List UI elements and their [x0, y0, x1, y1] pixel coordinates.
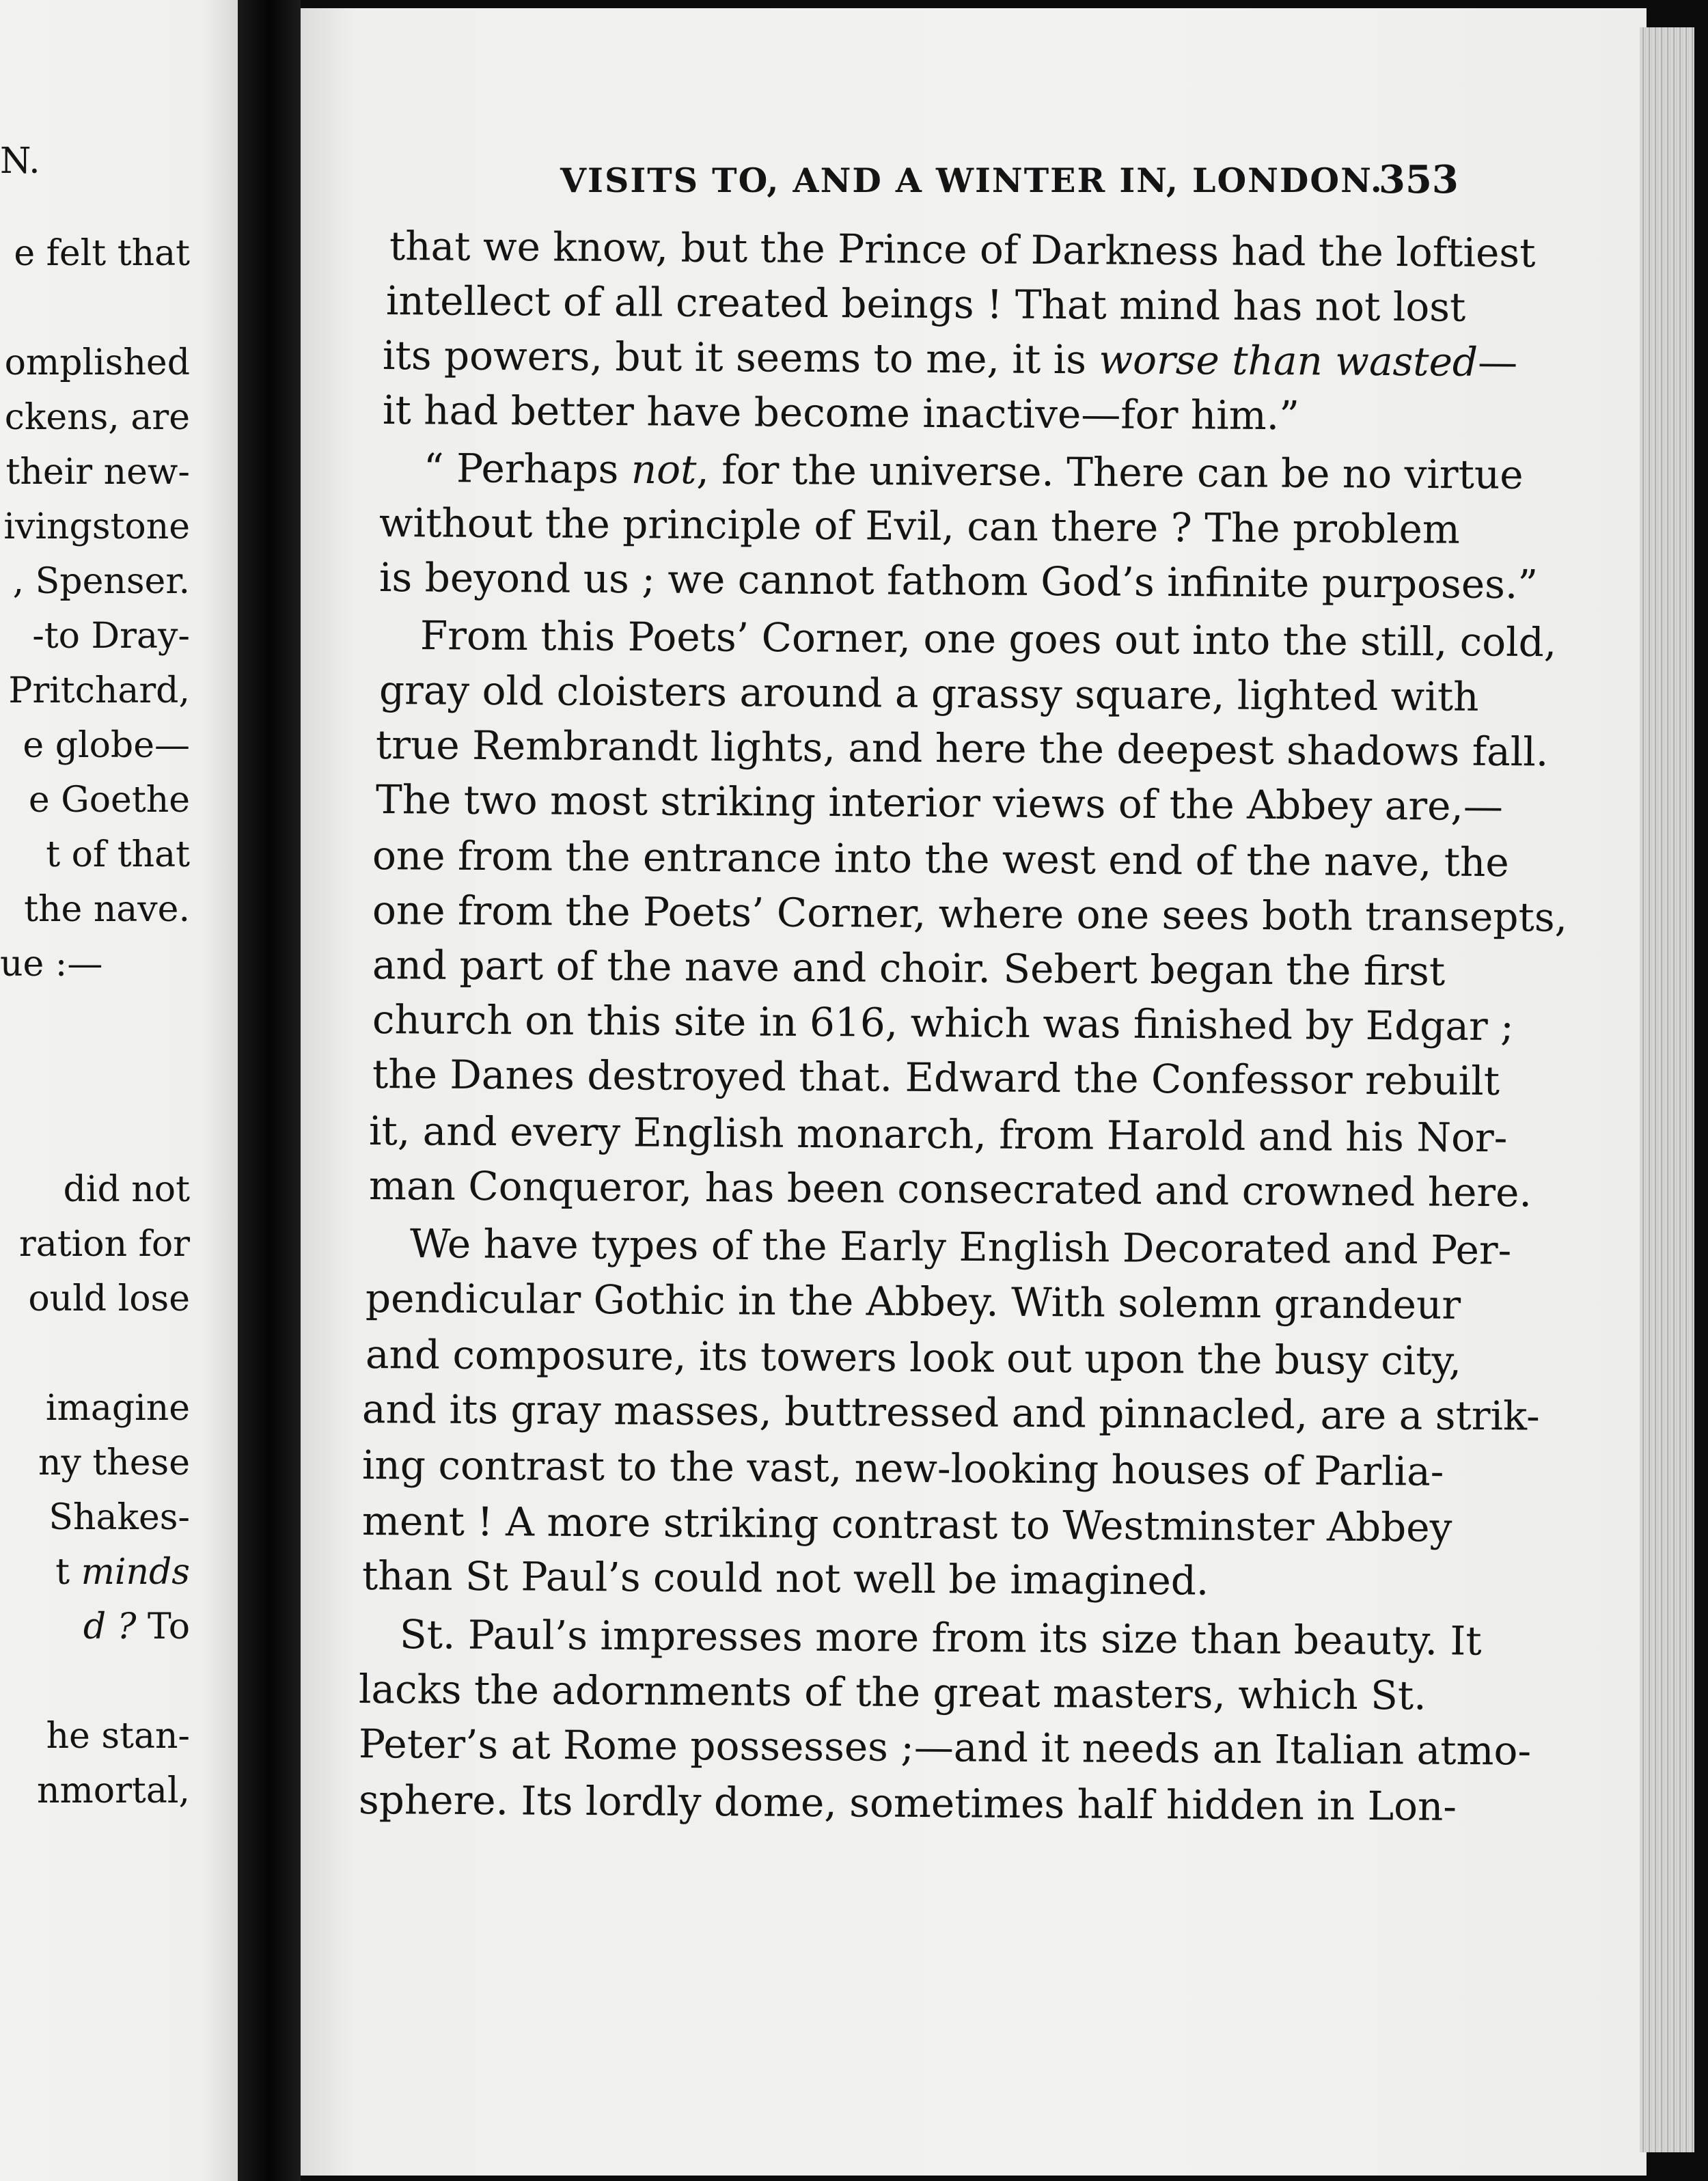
text-line: St. Paul’s impresses more from its size than beauty. It — [399, 1611, 1482, 1664]
text-line: it, and every English monarch, from Harold and his Nor- — [368, 1108, 1508, 1162]
left-page-line: ivingstone — [3, 506, 190, 547]
text-line: “ Perhaps not, for the universe. There can be no virtue — [423, 445, 1524, 498]
left-page-line: e felt that — [14, 233, 190, 274]
text-line: it had better have become inactive—for him.” — [382, 387, 1300, 439]
left-page-line: the nave. — [24, 889, 190, 930]
left-page-line: -to Dray- — [32, 616, 190, 657]
left-page-line: ckens, are — [4, 397, 190, 438]
left-page-line: imagine — [45, 1388, 190, 1429]
text-line: sphere. Its lordly dome, sometimes half hidden in Lon- — [358, 1777, 1457, 1830]
left-page-line: , Spenser. — [12, 561, 190, 602]
left-page-line: nmortal, — [36, 1770, 190, 1811]
left-page-fragment — [0, 0, 238, 2181]
text-line: ment ! A more striking contrast to Westminster Abbey — [361, 1498, 1452, 1551]
text-line: is beyond us ; we cannot fathom God’s infinite purposes.” — [378, 554, 1539, 608]
text-line: the Danes destroyed that. Edward the Confessor rebuilt — [372, 1051, 1500, 1105]
left-page-line: Pritchard, — [8, 670, 190, 711]
left-page-line: t minds — [55, 1552, 190, 1593]
text-line: and part of the nave and choir. Sebert began the first — [372, 942, 1446, 995]
text-line: true Rembrandt lights, and here the deepest shadows fall. — [375, 722, 1549, 776]
text-line: intellect of all created beings ! That mind has not lost — [385, 277, 1466, 331]
text-line: gray old cloisters around a grassy square, lighted with — [378, 667, 1479, 720]
page-number: 353 — [1379, 157, 1459, 202]
left-page-line: ny these — [38, 1442, 190, 1483]
text-line: that we know, but the Prince of Darkness had the loftiest — [389, 223, 1536, 277]
left-page-line: ration for — [18, 1224, 190, 1265]
text-line: man Conqueror, has been consecrated and crowned here. — [368, 1162, 1532, 1216]
text-line: than St Paul’s could not well be imagined. — [361, 1552, 1209, 1604]
text-line: lacks the adornments of the great masters, which St. — [358, 1666, 1427, 1719]
left-page-line: N. — [0, 141, 40, 182]
running-header: VISITS TO, AND A WINTER IN, LONDON. — [560, 161, 1383, 200]
left-page-line: t of that — [46, 834, 190, 875]
text-line: and its gray masses, buttressed and pinnacled, are a strik- — [361, 1386, 1540, 1440]
left-page-line: ue :— — [0, 944, 103, 985]
left-page-line: their new- — [5, 452, 190, 493]
left-page-line: he stan- — [46, 1716, 190, 1757]
text-line: From this Poets’ Corner, one goes out into the still, cold, — [419, 612, 1557, 666]
text-line: Peter’s at Rome possesses ;—and it needs an Italian atmo- — [358, 1720, 1532, 1774]
left-page-line: ould lose — [28, 1278, 190, 1319]
book-gutter — [238, 0, 301, 2181]
left-page-line: e globe— — [23, 725, 190, 766]
text-line: without the principle of Evil, can there ? The problem — [378, 499, 1461, 553]
text-line: church on this site in 616, which was finished by Edgar ; — [372, 996, 1514, 1050]
left-page-line: omplished — [4, 342, 190, 383]
text-line: one from the entrance into the west end of the nave, the — [372, 832, 1509, 886]
text-line: pendicular Gothic in the Abbey. With solemn grandeur — [365, 1275, 1461, 1328]
left-page-line: d ? To — [83, 1606, 190, 1647]
text-line: and composure, its towers look out upon the busy city, — [365, 1331, 1462, 1384]
left-page-line: e Goethe — [28, 780, 190, 821]
page-edges — [1640, 27, 1694, 2152]
left-page-line: Shakes- — [49, 1497, 190, 1538]
text-line: The two most striking interior views of the Abbey are,— — [375, 776, 1504, 830]
left-page-line: did not — [63, 1169, 190, 1210]
text-line: one from the Poets’ Corner, where one sees both transepts, — [372, 887, 1568, 941]
text-line: ing contrast to the vast, new-looking houses of Parlia- — [361, 1442, 1444, 1495]
text-line: its powers, but it seems to me, it is worse than wasted — [382, 332, 1478, 385]
text-line: We have types of the Early English Decorated and Per- — [409, 1220, 1512, 1274]
